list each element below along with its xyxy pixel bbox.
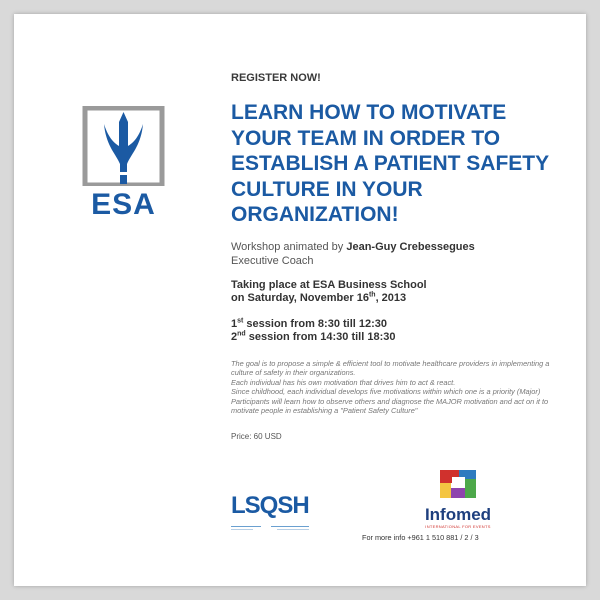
lsqsh-wordmark: LSQSH bbox=[231, 492, 309, 519]
infomed-tagline: INTERNATIONAL FOR EVENTS bbox=[425, 524, 491, 529]
description-line: The goal is to propose a simple & efficient tool to motivate healthcare providers in implementing a culture of safety in their organizations. bbox=[231, 358, 550, 377]
session-sup: nd bbox=[237, 330, 246, 338]
headline: LEARN HOW TO MOTIVATE YOUR TEAM IN ORDER TO ESTABLISH A PATIENT SAFETY CULTURE IN YOUR ORGANIZATION! bbox=[231, 101, 549, 226]
price: Price: 60 USD bbox=[231, 431, 282, 441]
date-sup: th bbox=[368, 291, 376, 299]
session-sup: st bbox=[237, 316, 244, 324]
contact-info: For more info +961 1 510 881 / 2 / 3 bbox=[362, 533, 479, 542]
description-line: Each individual has his own motivation that drives him to act & react. bbox=[231, 377, 456, 387]
infomed-squares-icon bbox=[439, 469, 477, 499]
venue-line: Taking place at ESA Business School bbox=[231, 278, 427, 291]
session-text: session from 14:30 till 18:30 bbox=[245, 331, 396, 343]
workshop-prefix: Workshop animated by bbox=[231, 240, 347, 253]
description-line: Participants will learn how to observe others and diagnose the MAJOR motivation and act on it to motivate people in establishing a "Patient Safety Culture" bbox=[231, 396, 549, 415]
lsqsh-underline bbox=[231, 525, 309, 533]
workshop-info bbox=[231, 240, 571, 268]
session-num: 2 bbox=[231, 331, 238, 343]
infomed-wordmark: Infomed bbox=[424, 505, 492, 524]
lsqsh-logo bbox=[231, 492, 309, 538]
register-now-label: REGISTER NOW! bbox=[231, 72, 321, 84]
esa-logo bbox=[76, 106, 171, 222]
presenter-name: Jean-Guy Crebessegues bbox=[346, 240, 475, 253]
presenter-role: Executive Coach bbox=[231, 254, 314, 267]
date-prefix: on Saturday, November 16 bbox=[231, 292, 369, 304]
flyer-content bbox=[231, 72, 571, 441]
flyer-card bbox=[14, 14, 586, 586]
esa-wordmark: ESA bbox=[91, 188, 156, 221]
date-suffix: , 2013 bbox=[375, 292, 407, 304]
sessions-info bbox=[231, 318, 571, 345]
description-line: Since childhood, each individual develops five motivations within which one is a priority (Major) bbox=[231, 387, 541, 396]
venue-info bbox=[231, 279, 571, 306]
description bbox=[231, 359, 571, 416]
infomed-logo bbox=[418, 469, 498, 529]
esa-arch-emblem bbox=[76, 106, 171, 186]
session-text: session from 8:30 till 12:30 bbox=[243, 317, 388, 330]
session-num: 1 bbox=[231, 317, 238, 330]
